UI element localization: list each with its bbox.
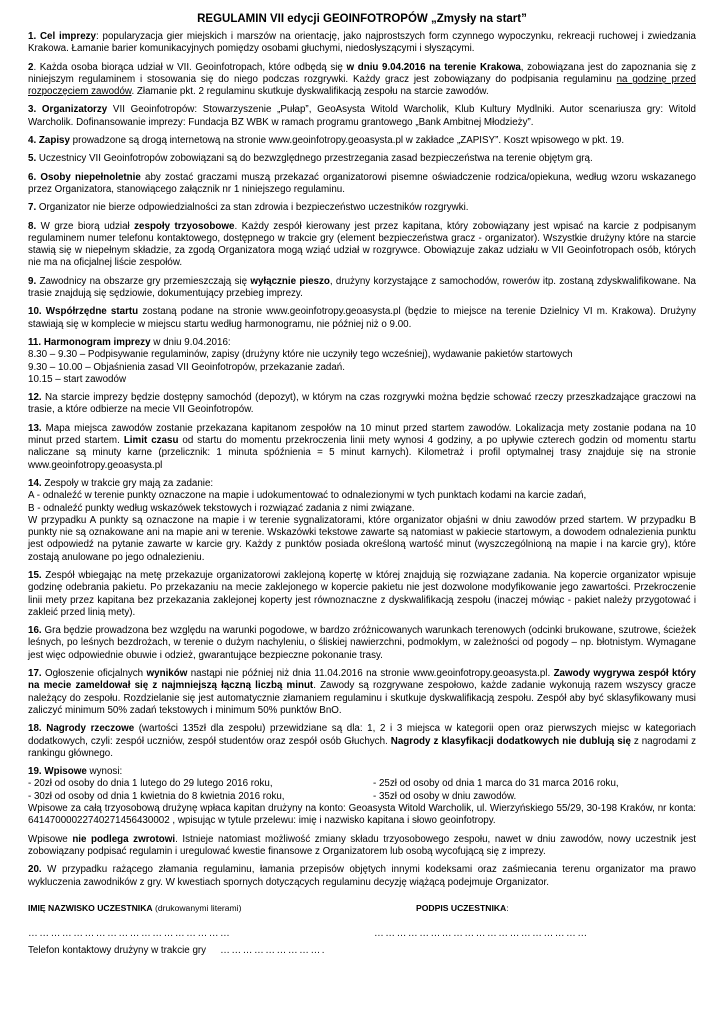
- section-emphasis: Zawody wygrywa zespół który na mecie zameldował się z najmniejszą łączną liczbą minut: [28, 668, 696, 692]
- section-number: 7.: [28, 202, 37, 214]
- section-6: [28, 172, 696, 197]
- section-text: Na starcie imprezy będzie dostępny samochód (depozyt), w którym na czas rozgrywki można będzie schować rzeczy przeszkadzające graczowi na trasie, a które odbierze na mecie VII Geoinfotropów.: [28, 392, 696, 416]
- section-11: [28, 337, 696, 386]
- schedule-line: 10.15 – start zawodów: [28, 373, 127, 385]
- team-phone-row: [28, 945, 696, 956]
- task-line: B - odnaleźć punkty według wskazówek tekstowych i rozwiązać zadania z nimi związane.: [28, 502, 415, 514]
- section-text: VII Geoinfotropów: Stowarzyszenie „Pułap”, GeoAsysta Witold Warcholik, Klub Kultury Mydlniki. Autor scenariusza gry: Witold Warcholik. Dofinansowanie imprezy: Fundacja BZ WBK w ramach programu grantowego „Bank Ambitnej Młodzieży”.: [28, 104, 696, 128]
- section-heading: Współrzędne startu: [45, 306, 139, 318]
- fee-item: - 30zł od osoby od dnia 1 kwietnia do 8 kwietnia 2016 roku,: [28, 790, 285, 802]
- section-text: : popularyzacja gier miejskich i marszów na orientację, jako najprostszych form czynnego wypoczynku, rekreacji ruchowej i zwiedzania Krakowa. Łamanie barier komunikacyjnych pomiędzy osobami głuchymi, niedosłyszącymi i słyszącymi.: [28, 31, 696, 55]
- section-text: zostaną podane na stronie www.geoinfotropy.geoasysta.pl (będzie to miejsce na terenie Dzielnicy VI m. Krakowa). Drużyny stawiają się w komplecie w miejscu startu według harmonogramu, nie później niż o 9.00.: [28, 306, 696, 330]
- section-emphasis: Limit czasu: [123, 435, 179, 447]
- schedule-line: 9.30 – 10.00 – Objaśnienia zasad VII Geoinfotropów, przekazanie zadań.: [28, 361, 345, 373]
- section-emphasis: wyników: [146, 668, 188, 680]
- section-15: [28, 570, 696, 619]
- section-4: [28, 135, 696, 147]
- section-16: [28, 625, 696, 662]
- section-text: z nagrodami z rankingu głównego.: [28, 735, 696, 759]
- section-text: . Złamanie pkt. 2 regulaminu skutkuje dyskwalifikacją zespołu na starcie zawodów.: [131, 86, 489, 98]
- section-text: Zespoły w trakcie gry mają za zadanie:: [41, 477, 214, 489]
- section-text: wynosi:: [86, 766, 123, 778]
- section-number: 15.: [28, 569, 42, 581]
- section-text: W przypadku rażącego złamania regulaminu, łamania przepisów objętych innymi kodeksami oraz zaśmiecania terenu organizator ma prawo wykluczenia zawodników z gry. W kwestiach spornych dotyczących regulaminu decyzję wiążącą podejmuje Organizator.: [28, 864, 696, 888]
- section-2: [28, 62, 696, 99]
- fee-item: - 35zł od osoby w dniu zawodów.: [373, 790, 517, 802]
- section-emphasis: w dniu 9.04.2016 na terenie Krakowa: [346, 61, 521, 73]
- section-10: [28, 306, 696, 331]
- section-emphasis: nie podlega zwrotowi: [72, 833, 176, 845]
- section-text: Organizator nie bierze odpowiedzialności za stan zdrowia i bezpieczeństwo uczestników rozgrywki.: [36, 202, 469, 214]
- section-3: [28, 104, 696, 129]
- section-9: [28, 276, 696, 301]
- participant-name-field[interactable]: ………………………………………………: [28, 927, 232, 939]
- section-underline: na godzinę przed rozpoczęciem zawodów: [28, 73, 696, 98]
- section-number: 17.: [28, 668, 42, 680]
- section-text: W grze biorą udział: [36, 220, 135, 232]
- section-text: . Każdy zespół kierowany jest przez kapitana, który zobowiązany jest wpisać na karcie z podpisanym regulaminem numer telefonu kontaktowego, dostępnego w trakcie gry (element bezpieczeństwa gracz - organizator). Wszystkie drużyny które na starcie stawią się w niepełnym składzie, za zgodą Organizatora mogą wziąć udział w rozgrywce. Obowiązuje zakaz udziału w VII Geoinfotropach osób, których nie ma na oficjalnej liście zespołów.: [28, 220, 696, 269]
- section-number: 19.: [28, 766, 42, 778]
- section-5: [28, 153, 696, 165]
- section-text: nastąpi nie później niż dnia 11.04.2016 na stronie www.geoinfotropy.geoasysta.pl.: [187, 668, 554, 680]
- section-text: . Istnieje natomiast możliwość zmiany składu trzyosobowego zespołu, nawet w dniu zawodów, nowy uczestnik jest zobowiązany podpisać regulamin i uregulować kwestie finansowe z Organizatorem lub osobą wycofującą się z imprezy.: [28, 833, 696, 857]
- section-text: Zespół wbiegając na metę przekazuje organizatorowi zaklejoną kopertę w której znajdują się rozwiązane zadania. Na kopercie organizator wpisuje godzinę odebrania pakietu. Po przekazaniu na mecie zaklejonego w kopercie pakietu nie jest dozwolone modyfikowanie jego zawartości. Przekroczenie linii mety przez kapitana bez przekazania zaklejonej koperty jest równoznaczne z dyskwalifikacją zespołu (inaczej mówiąc - pakiet należy przygotować i zakleić przed linią mety).: [28, 569, 696, 618]
- section-13: [28, 423, 696, 472]
- section-number: 13.: [28, 422, 42, 434]
- section-text: , zobowiązana jest do zapoznania się z niniejszym regulaminem i stosowania się do niego podczas rozgrywki. Każdy gracz jest zobowiązany do podpisania regulaminu: [28, 61, 697, 85]
- task-line: A - odnaleźć w terenie punkty oznaczone na mapie i udokumentować to odnalezionymi w tych punktach kodami na karcie zadań,: [28, 490, 587, 502]
- section-emphasis: wyłącznie pieszo: [250, 275, 330, 287]
- section-heading: Osoby niepełnoletnie: [40, 171, 141, 183]
- section-number: 2: [28, 61, 34, 73]
- signature-lines: [28, 928, 696, 939]
- section-heading: Zapisy: [38, 135, 70, 147]
- regulations-page: [28, 10, 696, 956]
- section-text: (wartości 135zł dla zespołu) przewidziane są dla: 1, 2 i 3 miejsca w kategorii open oraz pierwszych miejsc w kategoriach dodatkowych, czyli: zespół uczniów, zespół studentów oraz zespół osób Głuchych.: [28, 723, 696, 747]
- team-phone-field[interactable]: ……………………….: [220, 944, 326, 956]
- section-number: 14.: [28, 477, 42, 489]
- section-20: [28, 864, 696, 889]
- section-text: . Zawody są rozgrywane zespołowo, każde zadanie wykonują razem wszyscy gracze należący do zespołu. Rozdzielanie się jest automatycznie złamaniem regulaminu i skutkuje dyskwalifikacją zespołu. Zespół aby być sklasyfikowany musi zaliczyć minimum 50% zadań tekstowych i minimum 50% punktów BnO.: [28, 680, 696, 716]
- team-phone-label: Telefon kontaktowy drużyny w trakcie gry: [28, 944, 207, 956]
- section-text: Ogłoszenie oficjalnych: [41, 668, 147, 680]
- section-8: [28, 221, 696, 270]
- participant-name-label: IMIĘ NAZWISKO UCZESTNIKA: [28, 902, 153, 913]
- fee-table: [28, 778, 696, 803]
- section-18: [28, 723, 696, 760]
- page-title: REGULAMIN VII edycji GEOINFOTROPÓW „Zmysły na start”: [197, 13, 527, 25]
- section-text: Wpisowe: [28, 833, 73, 845]
- section-text: aby zostać graczami muszą przekazać organizatorowi pisemne oświadczenie rodzica/opiekuna, według wzoru wskazanego przez Organizatora, stanowiącego załącznik nr 1 niniejszego regulaminu.: [28, 171, 696, 195]
- section-19: [28, 766, 696, 858]
- section-number: 16.: [28, 625, 42, 637]
- section-emphasis: Nagrody z klasyfikacji dodatkowych nie dublują się: [390, 735, 631, 747]
- section-heading: Nagrody rzeczowe: [46, 723, 135, 735]
- signature-colon: :: [506, 902, 509, 913]
- section-17: [28, 668, 696, 717]
- fee-item: - 20zł od osoby do dnia 1 lutego do 29 lutego 2016 roku,: [28, 778, 273, 790]
- section-number: 12.: [28, 392, 42, 404]
- participant-signature-label: PODPIS UCZESTNIKA: [416, 902, 507, 913]
- section-1: [28, 31, 696, 56]
- section-number: 3.: [28, 104, 37, 116]
- section-number: 11.: [28, 336, 42, 348]
- section-text: . Każda osoba biorąca udział w VII. Geoinfotropach, które odbędą się: [33, 61, 347, 73]
- section-heading: Harmonogram imprezy: [43, 336, 151, 348]
- section-text: Mapa miejsca zawodów zostanie przekazana kapitanom zespołów na 10 minut przed startem zawodów. Lokalizacja mety zostanie podana na 10 minut przed startem.: [28, 422, 696, 447]
- section-text: Zawodnicy na obszarze gry przemieszczają się: [36, 275, 251, 287]
- section-14: [28, 478, 696, 564]
- section-number: 8.: [28, 220, 37, 232]
- participant-signature-field[interactable]: …………………………………………………: [374, 927, 589, 939]
- participant-name-hint: (drukowanymi literami): [152, 902, 242, 913]
- fee-item: - 25zł od osoby od dnia 1 marca do 31 marca 2016 roku,: [373, 778, 619, 790]
- section-number: 4.: [28, 135, 37, 147]
- section-7: [28, 202, 696, 214]
- section-heading: Organizatorzy: [41, 104, 108, 116]
- section-12: [28, 392, 696, 417]
- section-text: Uczestnicy VII Geoinfotropów zobowiązani są do bezwzględnego przestrzegania zasad bezpieczeństwa na terenie objętym grą.: [36, 153, 593, 165]
- section-text: w dniu 9.04.2016:: [150, 336, 231, 348]
- section-text: , drużyny korzystające z samochodów, rowerów itp. zostaną zdyskwalifikowane. Na trasie znajdują się sędziowie, dokumentujący przebieg imprezy.: [28, 275, 697, 300]
- section-text: Gra będzie prowadzona bez względu na warunki pogodowe, w bardzo zróżnicowanych warunkach terenowych (odcinki brukowane, szutrowe, ścieżek leśnych, po leśnych bezdrożach, w terenie o dużym nachyleniu, o śliskiej nawierzchni, podmokłym, w zależności od pogody – np. błotnistym. Wymagane jest więc odpowiednie obuwie i odzież, gwarantujące bezpieczne pokonanie trasy.: [28, 625, 696, 661]
- section-heading: Cel imprezy: [39, 31, 96, 42]
- section-text: W przypadku A punkty są oznaczone na mapie i w terenie sygnalizatorami, które organizator objaśni w dniu zawodów przed startem. W przypadku B punkty nie są oznakowane ani na mapie ani w terenie. Wskazówki tekstowe zawarte są natomiast w pakiecie startowym, a dowodem odnalezienia punktu jest odpowiedź na pytanie zawarte w karcie gry. Każdy z punktów posiada określoną wartość minut (wyszczególnioną na mapie i na karcie gry), które zostają anulowane po jego odnalezieniu.: [28, 514, 696, 563]
- section-text: od startu do momentu przekroczenia linii mety wynosi 4 godziny, a po upływie czterech godzin od momentu startu naliczane są minuty karne (przelicznik: 1 minuta spóźnienia = 5 minut karnych). Kilometraż i profil optymalnej trasy znajduje się na stronie www.geoinfotropy.geoasysta.pl: [28, 435, 696, 471]
- signature-labels: [28, 903, 696, 914]
- section-number: 6.: [28, 171, 37, 183]
- section-number: 18.: [28, 723, 42, 735]
- schedule-line: 8.30 – 9.30 – Podpisywanie regulaminów, zapisy (drużyny które nie uczyniły tego wcześniej), wydawanie pakietów startowych: [28, 349, 573, 361]
- section-heading: Wpisowe: [44, 766, 87, 778]
- section-number: 10.: [28, 306, 42, 318]
- section-number: 1.: [28, 31, 37, 42]
- section-number: 5.: [28, 153, 37, 165]
- section-emphasis: zespoły trzyosobowe: [134, 220, 235, 232]
- section-number: 9.: [28, 275, 37, 287]
- section-text: prowadzone są drogą internetową na stronie www.geoinfotropy.geoasysta.pl w zakładce „ZAPISY”. Koszt wpisowego w pkt. 19.: [69, 135, 625, 147]
- section-text: Wpisowe za całą trzyosobową drużynę wpłaca kapitan drużyny na konto: Geoasysta Witold Warcholik, ul. Wierzyńskiego 55/29, 30-198 Kraków, nr konta: 64147000022740271456430002 , wpisując w tytule przelewu: imię i nazwisko kapitana i słowo geoinfotropy.: [28, 803, 696, 827]
- section-number: 20.: [28, 864, 42, 876]
